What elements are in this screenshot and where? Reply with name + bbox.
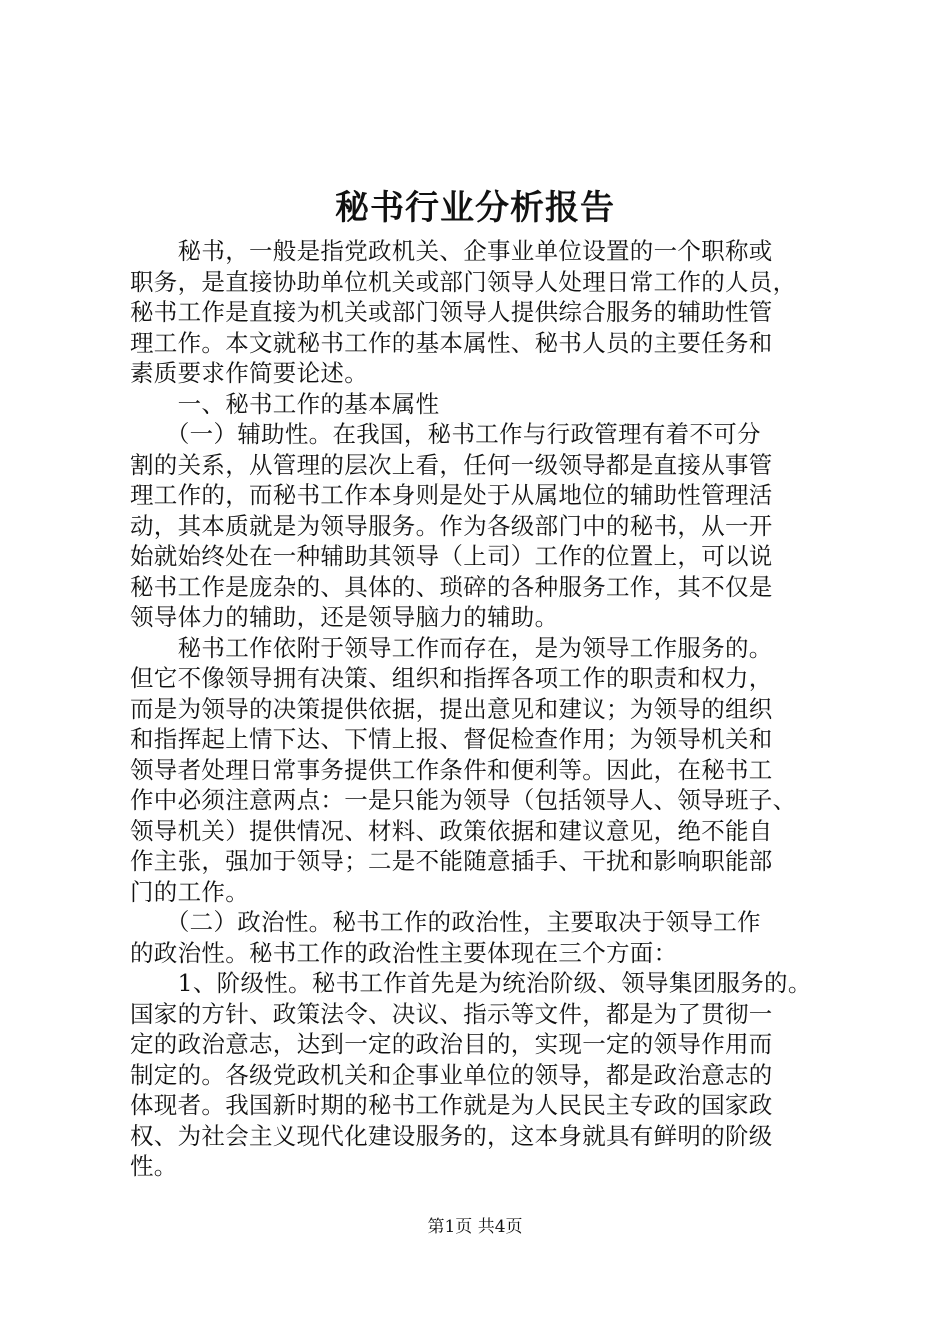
body-text-line: （二）政治性。秘书工作的政治性，主要取决于领导工作: [130, 908, 761, 936]
body-text-line: 理工作。本文就秘书工作的基本属性、秘书人员的主要任务和: [130, 328, 773, 357]
body-text-line: 割的关系，从管理的层次上看，任何一级领导都是直接从事管: [130, 450, 773, 479]
body-text-line: 而是为领导的决策提供依据，提出意见和建议；为领导的组织: [130, 694, 773, 723]
document-title: 秘书行业分析报告: [335, 188, 615, 228]
body-text-line: 素质要求作简要论述。: [130, 359, 368, 387]
body-text-line: 一、秘书工作的基本属性: [130, 389, 440, 418]
body-text-line: 1、阶级性。秘书工作首先是为统治阶级、领导集团服务的。: [130, 969, 812, 997]
body-text-line: 职务，是直接协助单位机关或部门领导人处理日常工作的人员，: [130, 267, 797, 296]
body-text-line: 领导者处理日常事务提供工作条件和便利等。因此，在秘书工: [130, 755, 773, 784]
body-text-line: 领导体力的辅助，还是领导脑力的辅助。: [130, 603, 559, 631]
body-text-line: 性。: [130, 1152, 178, 1180]
body-text-line: 作主张，强加于领导；二是不能随意插手、干扰和影响职能部: [130, 847, 773, 875]
body-text-line: 秘书工作依附于领导工作而存在，是为领导工作服务的。: [130, 633, 773, 662]
body-text-line: 和指挥起上情下达、下情上报、督促检查作用；为领导机关和: [130, 725, 773, 753]
body-text-line: 定的政治意志，达到一定的政治目的，实现一定的领导作用而: [130, 1030, 773, 1058]
document-body: [130, 236, 830, 1182]
body-text-line: 领导机关）提供情况、材料、政策依据和建议意见，绝不能自: [130, 816, 773, 845]
body-text-line: 秘书工作是庞杂的、具体的、琐碎的各种服务工作，其不仅是: [130, 572, 773, 601]
body-text-line: 秘书工作是直接为机关或部门领导人提供综合服务的辅助性管: [130, 298, 773, 326]
body-text-line: 门的工作。: [130, 877, 249, 906]
page-footer: 第1页 共4页: [427, 1217, 523, 1237]
body-text-line: 制定的。各级党政机关和企事业单位的领导，都是政治意志的: [130, 1060, 773, 1089]
body-text-line: 理工作的，而秘书工作本身则是处于从属地位的辅助性管理活: [130, 481, 773, 509]
body-text-line: 动，其本质就是为领导服务。作为各级部门中的秘书，从一开: [130, 511, 773, 540]
body-text-line: （一）辅助性。在我国，秘书工作与行政管理有着不可分: [130, 420, 761, 448]
body-text-line: 的政治性。秘书工作的政治性主要体现在三个方面：: [130, 938, 678, 967]
body-text-line: 但它不像领导拥有决策、组织和指挥各项工作的职责和权力，: [130, 664, 773, 692]
body-text-line: 国家的方针、政策法令、决议、指示等文件，都是为了贯彻一: [130, 999, 773, 1028]
body-text-line: 始就始终处在一种辅助其领导（上司）工作的位置上，可以说: [130, 542, 773, 570]
body-text-line: 秘书，一般是指党政机关、企事业单位设置的一个职称或: [130, 237, 773, 265]
body-text-line: 体现者。我国新时期的秘书工作就是为人民民主专政的国家政: [130, 1091, 773, 1119]
body-text-line: 作中必须注意两点：一是只能为领导（包括领导人、领导班子、: [130, 786, 797, 814]
body-text-line: 权、为社会主义现代化建设服务的，这本身就具有鲜明的阶级: [130, 1121, 773, 1150]
